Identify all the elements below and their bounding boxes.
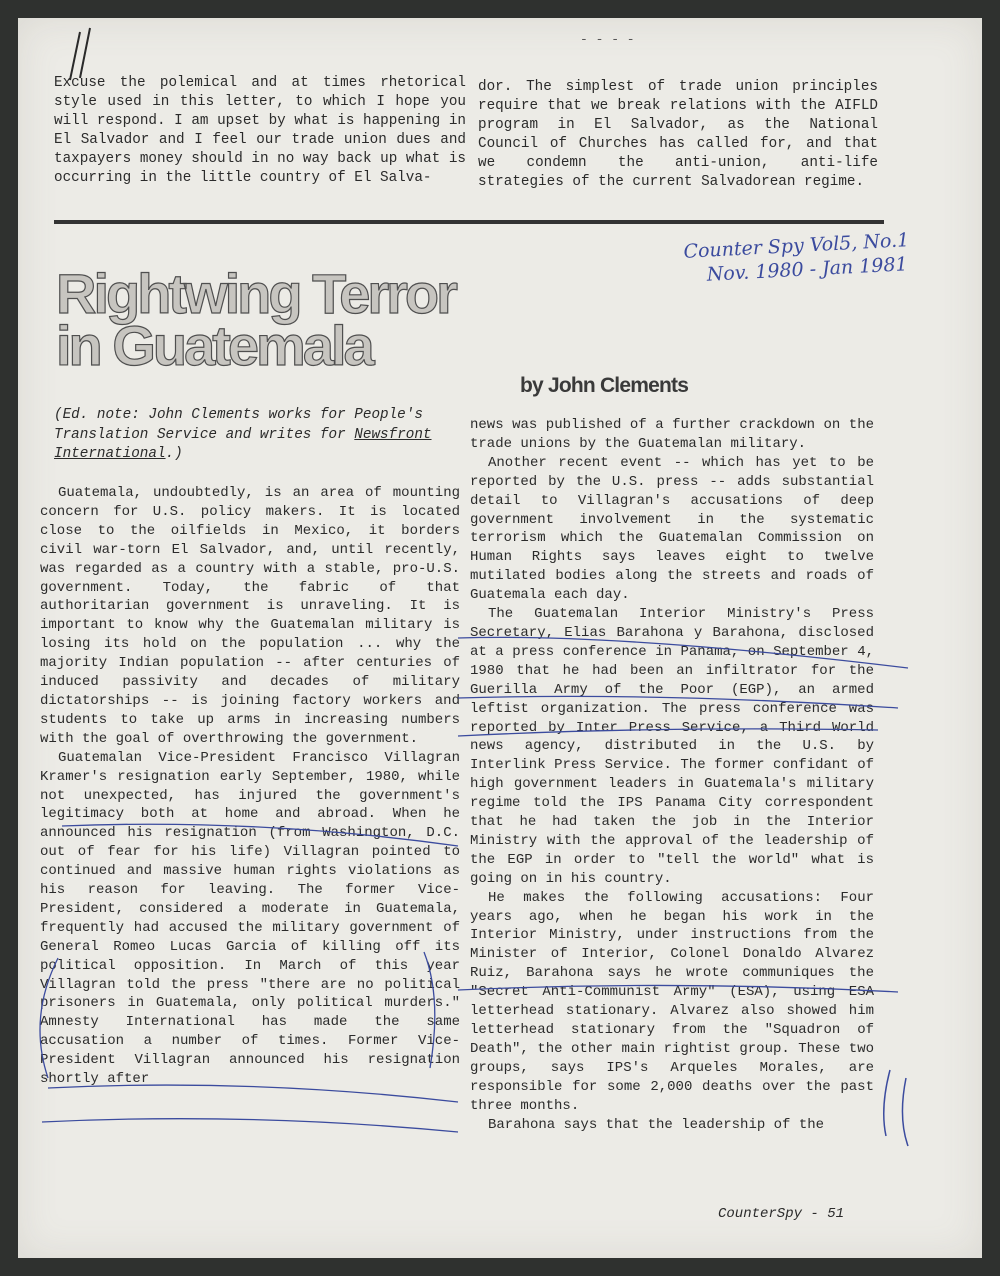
letter-paragraph-left: Excuse the polemical and at times rhetorical style used in this letter, to which I hope you will respond. I am upset by what is happening in El Salvador and I feel our trade union dues and taxpayers money should in no way back up what is occurring in the little country of El Salva- bbox=[54, 75, 466, 186]
corner-pen-stroke bbox=[70, 32, 80, 80]
article-title bbox=[56, 262, 455, 377]
handwritten-annotation bbox=[683, 228, 911, 288]
article-right-column bbox=[470, 416, 874, 1134]
title-line-2: in Guatemala bbox=[56, 314, 372, 377]
right-paragraph: Another recent event -- which has yet to be reported by the U.S. press -- adds substantial detail to Villagran's accusations of deep government involvement in the systematic terrorism which the Guatemalan Commission on Human Rights says leaves eight to twelve mutilated bodies along the streets and roads of Guatemala each day. bbox=[470, 454, 874, 604]
document-page bbox=[18, 18, 982, 1258]
corner-pen-stroke bbox=[80, 28, 90, 78]
handwritten-line-1: Counter Spy Vol5, No.1 bbox=[682, 229, 910, 263]
article-left-column bbox=[40, 484, 460, 1089]
byline: by John Clements bbox=[520, 374, 689, 397]
ed-note-publication: Newsfront International bbox=[54, 426, 432, 462]
ed-note-prefix: (Ed. note: John Clements works for People's Translation Service and writes for bbox=[54, 407, 423, 443]
left-paragraph: Guatemalan Vice-President Francisco Villagran Kramer's resignation early September, 1980, while not unexpected, has injured the government's legitimacy both at home and abroad. When he announced his resignation (from Washington, D.C. out of fear for his life) Villagran pointed to continued and massive human rights violations as his reason for leaving. The former Vice-President, considered a moderate in Guatemala, frequently had accused the military government of General Romeo Lucas Garcia of killing off its political opposition. In March of this year Villagran told the press "there are no political prisoners in Guatemala, only political murders." Amnesty International has made the same accusation a number of times. Former Vice-President Villagran announced his resignation shortly after bbox=[40, 749, 460, 1088]
right-paragraph: news was published of a further crackdown on the trade unions by the Guatemalan military. bbox=[470, 417, 874, 452]
ed-note-suffix: .) bbox=[165, 446, 183, 462]
margin-initials bbox=[902, 1078, 908, 1146]
page-footer: CounterSpy - 51 bbox=[718, 1206, 845, 1222]
section-divider bbox=[54, 220, 884, 224]
letter-paragraph-right: dor. The simplest of trade union principles require that we break relations with the AIFLD program in El Salvador, as the National Council of Churches has called for, and that we condemn the anti-union, anti-life strategies of the current Salvadorean regime. bbox=[478, 79, 878, 190]
margin-initials bbox=[884, 1070, 890, 1136]
right-paragraph: The Guatemalan Interior Ministry's Press Secretary, Elias Barahona y Barahona, disclosed at a press conference in Panama, on September 4, 1980 that he had been an infiltrator for the Guerilla Army of the Poor (EGP), an armed leftist organization. The press conference was reported by Inter Press Service, a Third World news agency, distributed in the U.S. by Interlink Press Service. The former confidant of high government leaders in Guatemala's military regime told the IPS Panama City correspondent that he had taken the job in the Interior Ministry with the approval of the leadership of the EGP in order to "tell the world" what is going on in his country. bbox=[470, 606, 874, 887]
title-line-1: Rightwing Terror bbox=[56, 262, 455, 325]
handwritten-line-2: Nov. 1980 - Jan 1981 bbox=[706, 253, 909, 286]
right-paragraph: He makes the following accusations: Four years ago, when he began his work in the Interior Ministry, under instructions from the Minister of Interior, Colonel Donaldo Alvarez Ruiz, Barahona says he wrote communiques the "Secret Anti-Communist Army" (ESA), using ESA letterhead stationary. Alvarez also showed him letterhead stationary from the "Squadron of Death", the other main rightist group. These two groups, says IPS's Arqueles Morales, are responsible for some 2,000 deaths over the past three months. bbox=[470, 889, 874, 1114]
editor-note bbox=[54, 406, 454, 465]
left-paragraph: Guatemala, undoubtedly, is an area of mounting concern for U.S. policy makers. It is located close to the oilfields in Mexico, it borders civil war-torn El Salvador, and, until recently, was regarded as a country with a stable, pro-U.S. government. Today, the fabric of that authoritarian government is unraveling. It is important to know why the Guatemalan military is losing its hold on the population ... why the majority Indian population -- after centuries of induced passivity and decades of military dictatorships -- is joining factory workers and students to take up arms in increasing numbers with the goal of overthrowing the government. bbox=[40, 485, 460, 747]
right-paragraph: Barahona says that the leadership of the bbox=[488, 1116, 825, 1133]
top-dashes: - - - - bbox=[580, 32, 635, 47]
ink-underline bbox=[42, 1119, 458, 1132]
